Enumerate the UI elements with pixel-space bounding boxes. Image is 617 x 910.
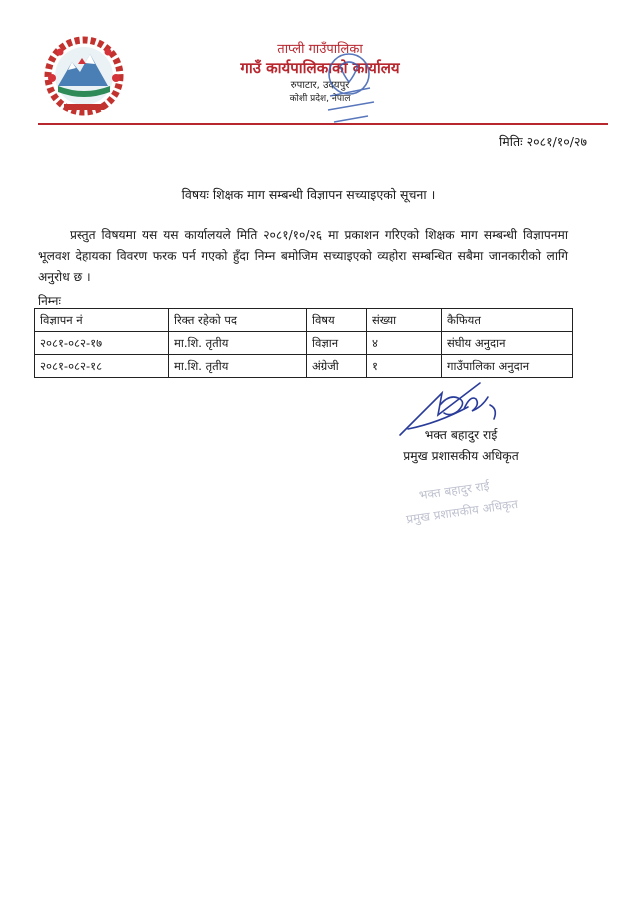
column-header: कैफियत xyxy=(442,309,573,332)
table-cell: अंग्रेजी xyxy=(307,355,367,378)
table-header-row xyxy=(35,309,573,332)
table-cell: मा.शि. तृतीय xyxy=(169,355,307,378)
signatory-block xyxy=(386,425,536,467)
nepal-emblem-logo xyxy=(38,34,130,120)
stamp-line-2: प्रमुख प्रशासकीय अधिकृत xyxy=(405,496,519,526)
column-header: संख्या xyxy=(367,309,442,332)
table-cell: विज्ञान xyxy=(307,332,367,355)
column-header: रिक्त रहेको पद xyxy=(169,309,307,332)
name-rubber-stamp xyxy=(398,470,548,526)
correction-table xyxy=(34,308,573,378)
table-row xyxy=(35,332,573,355)
header-divider xyxy=(38,123,608,125)
document-subject: विषयः शिक्षक माग सम्बन्धी विज्ञापन सच्याइएको सूचना । xyxy=(181,187,436,202)
table-cell: मा.शि. तृतीय xyxy=(169,332,307,355)
table-cell: १ xyxy=(367,355,442,378)
office-province: कोशी प्रदेश, नेपाल xyxy=(289,94,351,104)
column-header: विषय xyxy=(307,309,367,332)
municipality-name: ताप्ली गाउँपालिका xyxy=(277,42,363,57)
column-header: विज्ञापन नं xyxy=(35,309,169,332)
table-cell: २०८१-०८२-१७ xyxy=(35,332,169,355)
table-cell: गाउँपालिका अनुदान xyxy=(442,355,573,378)
signatory-name: भक्त बहादुर राई xyxy=(424,428,498,442)
signatory-title: प्रमुख प्रशासकीय अधिकृत xyxy=(403,449,519,463)
table-cell: २०८१-०८२-१८ xyxy=(35,355,169,378)
list-label: निम्नः xyxy=(38,294,61,308)
office-place: रुपाटार, उदयपुर xyxy=(290,80,350,91)
stamp-line-1: भक्त बहादुर राई xyxy=(418,478,491,503)
body-paragraph: प्रस्तुत विषयमा यस यस कार्यालयले मिति २०८१/१०/२६ मा प्रकाशन गरिएको शिक्षक माग सम्बन्धी विज्ञापनमा भूलवश देहायका विवरण फरक पर्न गएको हुँदा निम्न बमोजिम सच्याइएको व्यहोरा सम्बन्धित सबैमा जानकारीको लागि अनुरोध छ । xyxy=(38,228,568,284)
office-name: गाउँ कार्यपालिकाको कार्यालय xyxy=(240,59,400,77)
table-cell: संघीय अनुदान xyxy=(442,332,573,355)
table-cell: ४ xyxy=(367,332,442,355)
document-date: मितिः २०८१/१०/२७ xyxy=(499,134,587,149)
